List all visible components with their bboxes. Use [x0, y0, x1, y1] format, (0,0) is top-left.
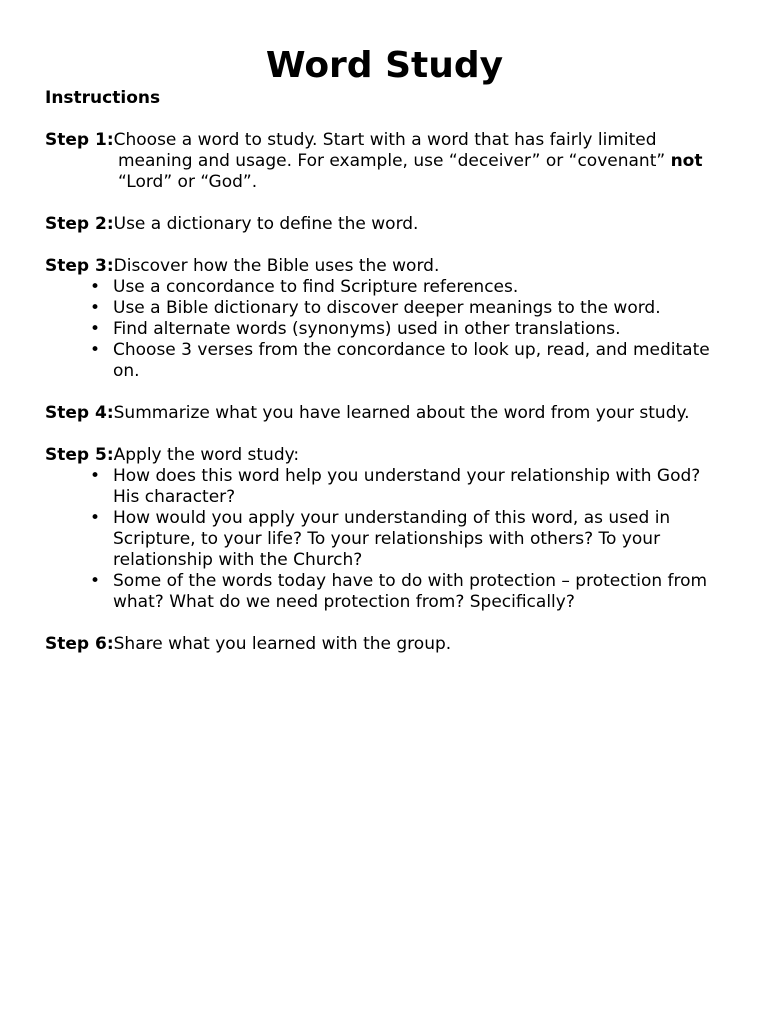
step-6-label: Step 6:	[45, 634, 114, 654]
list-item	[90, 298, 724, 319]
list-item-text: How does this word help you understand your relationship with God? His character?	[113, 466, 701, 507]
step-3-label: Step 3:	[45, 256, 114, 276]
list-item	[90, 277, 724, 298]
step-5-text: Apply the word study:	[113, 445, 300, 465]
list-item-text: Find alternate words (synonyms) used in other translations.	[113, 319, 621, 339]
bullet-icon: •	[90, 340, 101, 360]
step-1-text-line3: “Lord” or “God”.	[118, 172, 258, 192]
step-3-text: Discover how the Bible uses the word.	[113, 256, 440, 276]
bullet-icon: •	[90, 319, 101, 339]
step-4-text: Summarize what you have learned about the word from your study.	[113, 403, 690, 423]
list-item-text: Choose 3 verses from the concordance to look up, read, and meditate on.	[113, 340, 710, 381]
step-2	[45, 214, 724, 235]
list-item-text: Use a Bible dictionary to discover deeper meanings to the word.	[113, 298, 661, 318]
page-title: Word Study	[265, 45, 504, 86]
list-item-text: How would you apply your understanding of this word, as used in Scripture, to your life? To your relationships with others? To your relationship with the Church?	[113, 508, 671, 570]
list-item	[90, 466, 724, 508]
list-item	[90, 508, 724, 571]
step-1-label: Step 1:	[45, 130, 114, 150]
step-1-emphasis: not	[670, 151, 703, 171]
list-item	[90, 319, 724, 340]
step-1	[45, 130, 724, 193]
bullet-icon: •	[90, 466, 101, 486]
list-item-text: Use a concordance to find Scripture references.	[113, 277, 519, 297]
step-3	[45, 256, 724, 382]
bullet-icon: •	[90, 508, 101, 528]
bullet-icon: •	[90, 298, 101, 318]
bullet-icon: •	[90, 277, 101, 297]
step-1-text-line2: meaning and usage. For example, use “deceiver” or “covenant”	[118, 151, 666, 171]
step-4	[45, 403, 724, 424]
step-5-label: Step 5:	[45, 445, 114, 465]
step-3-bullet-list	[45, 277, 724, 382]
step-6-text: Share what you learned with the group.	[113, 634, 452, 654]
list-item-text: Some of the words today have to do with protection – protection from what? What do we need protection from? Specifically?	[113, 571, 708, 612]
bullet-icon: •	[90, 571, 101, 591]
step-2-text: Use a dictionary to define the word.	[113, 214, 419, 234]
step-6	[45, 634, 724, 655]
step-5-bullet-list	[45, 466, 724, 613]
step-2-label: Step 2:	[45, 214, 114, 234]
step-1-continuation	[45, 151, 724, 172]
list-item	[90, 571, 724, 613]
instructions-heading: Instructions	[45, 88, 161, 108]
step-1-text: Choose a word to study. Start with a word that has fairly limited	[113, 130, 657, 150]
step-4-label: Step 4:	[45, 403, 114, 423]
list-item	[90, 340, 724, 382]
step-5	[45, 445, 724, 613]
